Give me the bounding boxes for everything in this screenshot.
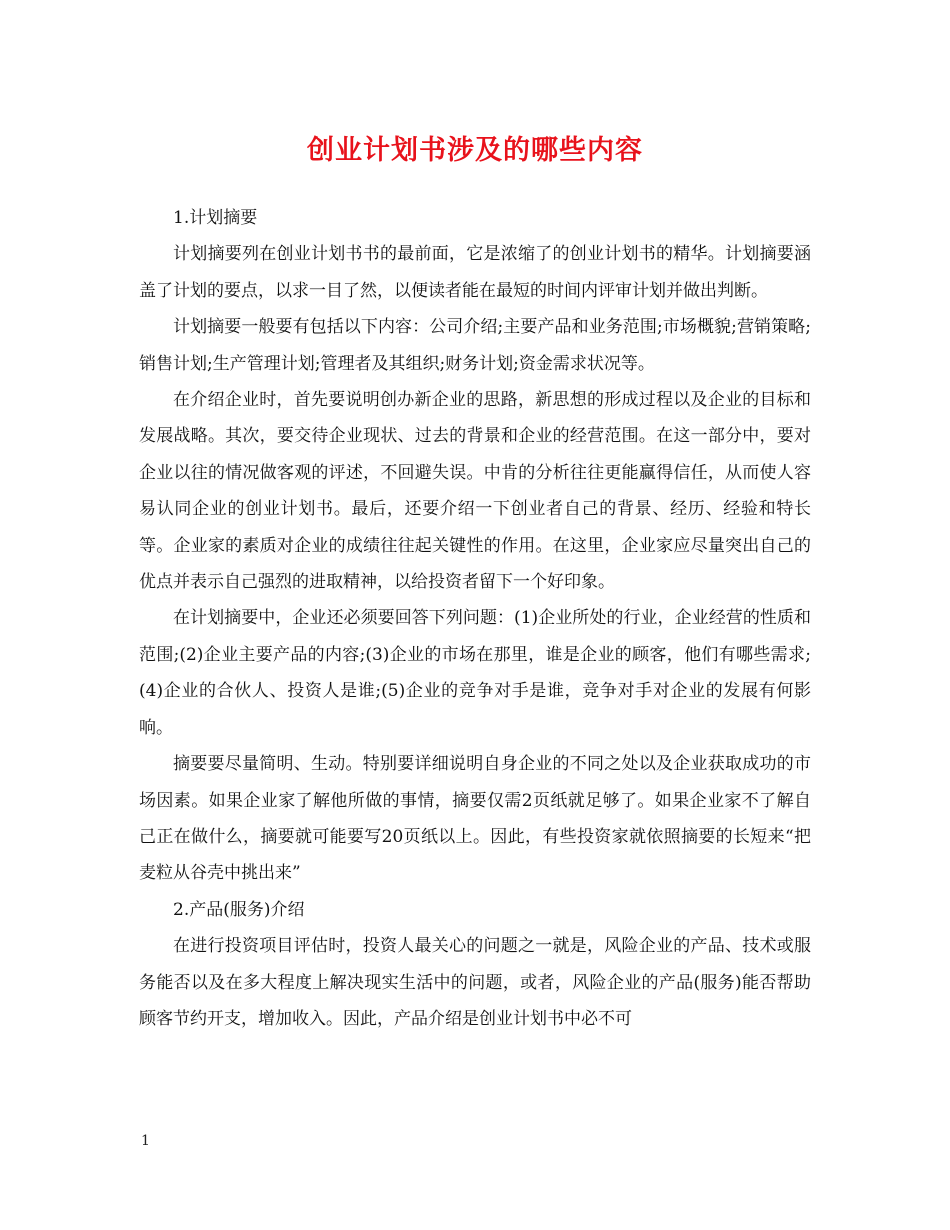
document-body bbox=[139, 200, 811, 1037]
paragraph: 在计划摘要中，企业还必须要回答下列问题：(1)企业所处的行业，企业经营的性质和范围;(2)企业主要产品的内容;(3)企业的市场在那里，谁是企业的顾客，他们有哪些需求;(4)企业的合伙人、投资人是谁;(5)企业的竞争对手是谁，竞争对手对企业的发展有何影响。 bbox=[139, 608, 811, 738]
section-heading-product-intro: 2.产品(服务)介绍 bbox=[173, 899, 305, 920]
section-heading-plan-summary: 1.计划摘要 bbox=[173, 208, 258, 228]
paragraph: 在进行投资项目评估时，投资人最关心的问题之一就是，风险企业的产品、技术或服务能否以及在多大程度上解决现实生活中的问题，或者，风险企业的产品(服务)能否帮助顾客节约开支，增加收入。因此，产品介绍是创业计划书中必不可 bbox=[139, 936, 811, 1029]
paragraph: 计划摘要列在创业计划书书的最前面，它是浓缩了的创业计划书的精华。计划摘要涵盖了计划的要点，以求一目了然，以便读者能在最短的时间内评审计划并做出判断。 bbox=[139, 244, 811, 301]
page-title: 创业计划书涉及的哪些内容 bbox=[307, 135, 643, 166]
paragraph: 计划摘要一般要有包括以下内容：公司介绍;主要产品和业务范围;市场概貌;营销策略;销售计划;生产管理计划;管理者及其组织;财务计划;资金需求状况等。 bbox=[139, 317, 811, 374]
paragraph: 在介绍企业时，首先要说明创办新企业的思路，新思想的形成过程以及企业的目标和发展战略。其次，要交待企业现状、过去的背景和企业的经营范围。在这一部分中，要对企业以往的情况做客观的评述，不回避失误。中肯的分析往往更能赢得信任，从而使人容易认同企业的创业计划书。最后，还要介绍一下创业者自己的背景、经历、经验和特长等。企业家的素质对企业的成绩往往起关键性的作用。在这里，企业家应尽量突出自己的优点并表示自己强烈的进取精神，以给投资者留下一个好印象。 bbox=[139, 390, 811, 593]
paragraph: 摘要要尽量简明、生动。特别要详细说明自身企业的不同之处以及企业获取成功的市场因素。如果企业家了解他所做的事情，摘要仅需2页纸就足够了。如果企业家不了解自己正在做什么，摘要就可能要写20页纸以上。因此，有些投资家就依照摘要的长短来“把麦粒从谷壳中挑出来” bbox=[139, 754, 811, 884]
page-number: 1 bbox=[141, 1133, 150, 1149]
